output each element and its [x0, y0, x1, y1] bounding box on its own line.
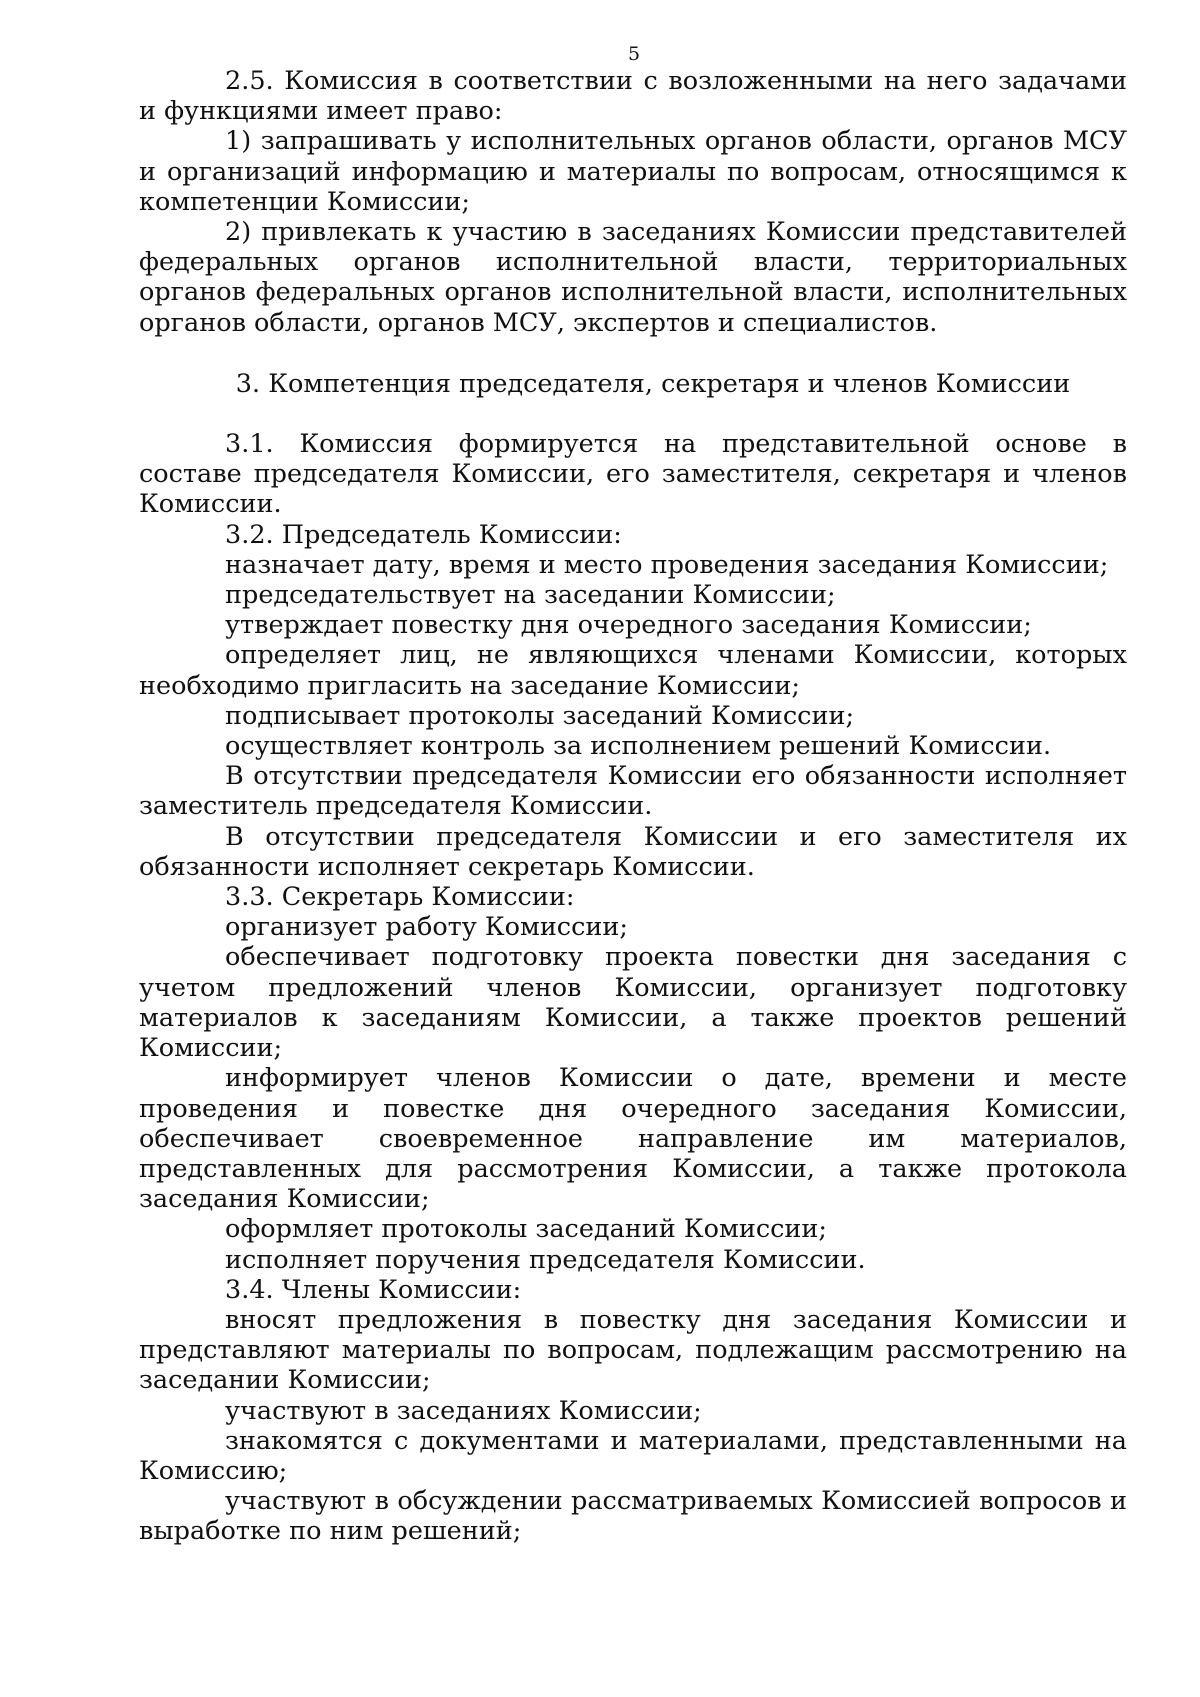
paragraph: знакомятся с документами и материалами, представленными на Комиссию;: [139, 1425, 1127, 1486]
page-number: 5: [627, 43, 641, 65]
paragraph: В отсутствии председателя Комиссии и его заместителя их обязанности исполняет секретарь Комиссии.: [139, 821, 1127, 882]
paragraph: осуществляет контроль за исполнением решений Комиссии.: [225, 731, 1052, 762]
paragraph: 3.4. Члены Комиссии:: [225, 1274, 522, 1305]
paragraph: участвуют в заседаниях Комиссии;: [225, 1395, 702, 1426]
paragraph: определяет лиц, не являющихся членами Комиссии, которых необходимо пригласить на заседание Комиссии;: [139, 640, 1127, 701]
paragraph: В отсутствии председателя Комиссии его обязанности исполняет заместитель председателя Комиссии.: [139, 761, 1127, 822]
paragraph: оформляет протоколы заседаний Комиссии;: [225, 1214, 827, 1245]
paragraph: организует работу Комиссии;: [225, 912, 628, 943]
paragraph: назначает дату, время и место проведения заседания Комиссии;: [225, 549, 1109, 580]
paragraph: 2.5. Комиссия в соответствии с возложенными на него задачами и функциями имеет право:: [139, 66, 1127, 127]
paragraph: обеспечивает подготовку проекта повестки дня заседания с учетом предложений членов Комиссии, организует подготовку материалов к заседаниям Комиссии, а также проектов решений Комиссии;: [139, 942, 1127, 1064]
paragraph: 2) привлекать к участию в заседаниях Комиссии представителей федеральных органов исполнительной власти, территориальных органов федеральных органов исполнительной власти, исполнительных органов области, органов МСУ, экспертов и специалистов.: [139, 217, 1127, 338]
paragraph: 3.1. Комиссия формируется на представительной основе в составе председателя Комиссии, его заместителя, секретаря и членов Комиссии.: [139, 429, 1127, 520]
paragraph: 1) запрашивать у исполнительных органов области, органов МСУ и организаций информацию и материалы по вопросам, относящимся к компетенции Комиссии;: [139, 126, 1127, 217]
paragraph: подписывает протоколы заседаний Комиссии;: [225, 700, 855, 731]
paragraph: 3.3. Секретарь Комиссии:: [225, 882, 575, 913]
section-2-5: [139, 66, 1127, 338]
document-page: [139, 44, 1127, 1547]
paragraph: председательствует на заседании Комиссии;: [225, 580, 836, 611]
section-3: [139, 429, 1127, 1547]
paragraph: утверждает повестку дня очередного заседания Комиссии;: [225, 610, 1032, 641]
paragraph: вносят предложения в повестку дня заседания Комиссии и представляют материалы по вопросам, подлежащим рассмотрению на заседании Комиссии;: [139, 1304, 1127, 1396]
paragraph: 3.2. Председатель Комиссии:: [225, 519, 622, 550]
paragraph: информирует членов Комиссии о дате, времени и месте проведения и повестке дня очередного заседания Комиссии, обеспечивает своевременное направление им материалов, представленных для рассмотрения Комиссии, а также протокола заседания Комиссии;: [139, 1063, 1127, 1215]
paragraph: исполняет поручения председателя Комиссии.: [225, 1244, 866, 1275]
paragraph: участвуют в обсуждении рассматриваемых Комиссией вопросов и выработке по ним решений;: [139, 1486, 1127, 1547]
section-title: 3. Компетенция председателя, секретаря и членов Комиссии: [235, 368, 1071, 399]
